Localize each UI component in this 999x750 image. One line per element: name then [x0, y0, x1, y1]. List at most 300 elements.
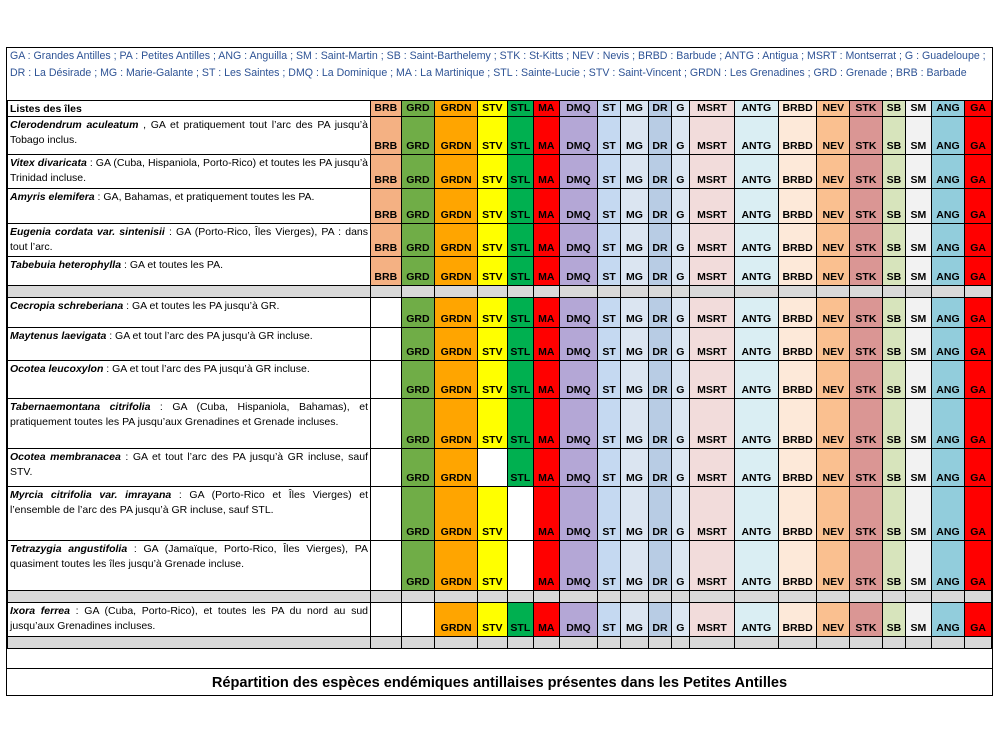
- presence-cell-ang: ANG: [931, 449, 965, 487]
- presence-cell-stv: STV: [478, 257, 508, 286]
- species-row: [8, 189, 992, 224]
- presence-cell-grd: GRD: [401, 257, 435, 286]
- presence-cell-stl: STL: [507, 328, 534, 361]
- header-cell-dmq: DMQ: [559, 101, 598, 117]
- species-range: : GA (Jamaïque, Porto-Rico, Îles Vierges), PA quasiment toutes les îles jusqu’à Grenade incluse.: [10, 543, 368, 570]
- presence-cell-stk: STK: [850, 117, 883, 155]
- presence-cell-msrt: MSRT: [690, 328, 735, 361]
- presence-cell-sm: SM: [906, 189, 931, 224]
- separator-cell: [671, 637, 689, 649]
- presence-cell-brbd: BRBD: [778, 328, 817, 361]
- presence-cell-mg: MG: [620, 117, 649, 155]
- presence-cell-mg: MG: [620, 298, 649, 328]
- presence-cell-sm: SM: [906, 117, 931, 155]
- presence-cell-grdn: GRDN: [435, 298, 478, 328]
- presence-cell-antg: ANTG: [734, 541, 778, 591]
- species-name: Tetrazygia angustifolia: [10, 543, 128, 555]
- separator-cell: [507, 637, 534, 649]
- species-row: [8, 487, 992, 541]
- separator-cell: [850, 637, 883, 649]
- separator-cell: [8, 286, 371, 298]
- presence-cell-mg: MG: [620, 155, 649, 189]
- species-row: [8, 117, 992, 155]
- species-row: [8, 224, 992, 257]
- presence-cell-stk: STK: [850, 328, 883, 361]
- presence-cell-antg: ANTG: [734, 399, 778, 449]
- separator-cell: [8, 591, 371, 603]
- presence-cell-dr: DR: [649, 298, 671, 328]
- presence-cell-msrt: MSRT: [690, 257, 735, 286]
- presence-cell-brbd: BRBD: [778, 361, 817, 399]
- presence-cell-msrt: MSRT: [690, 189, 735, 224]
- separator-cell: [734, 286, 778, 298]
- species-row: [8, 603, 992, 637]
- presence-cell-nev: NEV: [817, 449, 850, 487]
- separator-cell: [965, 591, 992, 603]
- header-label: Listes des îles: [8, 101, 371, 117]
- species-range: : GA et tout l’arc des PA jusqu’à GR incluse, sauf STV.: [10, 451, 368, 478]
- presence-cell-grdn: GRDN: [435, 328, 478, 361]
- presence-cell-dmq: DMQ: [559, 487, 598, 541]
- header-cell-brbd: BRBD: [778, 101, 817, 117]
- separator-cell: [371, 591, 402, 603]
- presence-cell-dmq: DMQ: [559, 449, 598, 487]
- presence-cell-msrt: MSRT: [690, 603, 735, 637]
- absence-cell: [478, 449, 508, 487]
- presence-cell-g: G: [671, 189, 689, 224]
- header-row: [8, 101, 992, 117]
- presence-cell-stk: STK: [850, 603, 883, 637]
- separator-cell: [371, 637, 402, 649]
- distribution-table: [7, 100, 992, 649]
- separator-cell: [906, 591, 931, 603]
- presence-cell-grdn: GRDN: [435, 487, 478, 541]
- separator-cell: [649, 637, 671, 649]
- presence-cell-ga: GA: [965, 224, 992, 257]
- presence-cell-ga: GA: [965, 541, 992, 591]
- presence-cell-st: ST: [598, 328, 620, 361]
- separator-cell: [649, 591, 671, 603]
- presence-cell-dr: DR: [649, 224, 671, 257]
- separator-cell: [850, 591, 883, 603]
- species-description: [8, 155, 371, 189]
- presence-cell-st: ST: [598, 155, 620, 189]
- presence-cell-brb: BRB: [371, 155, 402, 189]
- presence-cell-st: ST: [598, 298, 620, 328]
- absence-cell: [371, 298, 402, 328]
- presence-cell-brb: BRB: [371, 257, 402, 286]
- presence-cell-grd: GRD: [401, 189, 435, 224]
- presence-cell-st: ST: [598, 257, 620, 286]
- separator-cell: [598, 637, 620, 649]
- species-description: [8, 224, 371, 257]
- separator-cell: [965, 637, 992, 649]
- presence-cell-sm: SM: [906, 155, 931, 189]
- species-name: Maytenus laevigata: [10, 330, 107, 342]
- presence-cell-stl: STL: [507, 189, 534, 224]
- presence-cell-nev: NEV: [817, 399, 850, 449]
- presence-cell-dr: DR: [649, 328, 671, 361]
- presence-cell-dmq: DMQ: [559, 117, 598, 155]
- separator-cell: [817, 286, 850, 298]
- presence-cell-sm: SM: [906, 603, 931, 637]
- presence-cell-sb: SB: [882, 603, 905, 637]
- separator-cell: [620, 591, 649, 603]
- presence-cell-ang: ANG: [931, 487, 965, 541]
- separator-cell: [534, 286, 559, 298]
- presence-cell-grd: GRD: [401, 361, 435, 399]
- presence-cell-dmq: DMQ: [559, 189, 598, 224]
- presence-cell-nev: NEV: [817, 117, 850, 155]
- presence-cell-ma: MA: [534, 399, 559, 449]
- presence-cell-ang: ANG: [931, 224, 965, 257]
- presence-cell-ga: GA: [965, 328, 992, 361]
- document-frame: [6, 47, 993, 696]
- presence-cell-brbd: BRBD: [778, 117, 817, 155]
- presence-cell-ang: ANG: [931, 328, 965, 361]
- presence-cell-st: ST: [598, 117, 620, 155]
- presence-cell-mg: MG: [620, 487, 649, 541]
- presence-cell-sb: SB: [882, 361, 905, 399]
- presence-cell-g: G: [671, 328, 689, 361]
- presence-cell-stv: STV: [478, 155, 508, 189]
- presence-cell-g: G: [671, 298, 689, 328]
- presence-cell-stk: STK: [850, 361, 883, 399]
- presence-cell-st: ST: [598, 541, 620, 591]
- presence-cell-antg: ANTG: [734, 117, 778, 155]
- absence-cell: [371, 603, 402, 637]
- presence-cell-sm: SM: [906, 361, 931, 399]
- presence-cell-dmq: DMQ: [559, 603, 598, 637]
- presence-cell-stv: STV: [478, 189, 508, 224]
- presence-cell-msrt: MSRT: [690, 224, 735, 257]
- absence-cell: [371, 361, 402, 399]
- presence-cell-mg: MG: [620, 541, 649, 591]
- presence-cell-msrt: MSRT: [690, 541, 735, 591]
- presence-cell-brb: BRB: [371, 189, 402, 224]
- header-cell-st: ST: [598, 101, 620, 117]
- presence-cell-stl: STL: [507, 449, 534, 487]
- presence-cell-sm: SM: [906, 541, 931, 591]
- separator-cell: [401, 591, 435, 603]
- separator-cell: [817, 637, 850, 649]
- presence-cell-ma: MA: [534, 449, 559, 487]
- presence-cell-nev: NEV: [817, 361, 850, 399]
- presence-cell-ma: MA: [534, 487, 559, 541]
- presence-cell-grdn: GRDN: [435, 399, 478, 449]
- species-range: : GA et toutes les PA.: [121, 259, 224, 271]
- separator-cell: [559, 637, 598, 649]
- species-row: [8, 449, 992, 487]
- presence-cell-ang: ANG: [931, 361, 965, 399]
- header-cell-sm: SM: [906, 101, 931, 117]
- species-name: Ixora ferrea: [10, 605, 70, 617]
- separator-cell: [435, 637, 478, 649]
- separator-cell: [478, 637, 508, 649]
- separator-row: [8, 637, 992, 649]
- presence-cell-antg: ANTG: [734, 155, 778, 189]
- species-name: Cecropia schreberiana: [10, 300, 124, 312]
- presence-cell-brbd: BRBD: [778, 603, 817, 637]
- separator-cell: [649, 286, 671, 298]
- separator-cell: [778, 591, 817, 603]
- separator-cell: [906, 637, 931, 649]
- presence-cell-nev: NEV: [817, 189, 850, 224]
- species-range: : GA (Cuba, Hispaniola, Porto-Rico) et toutes les PA jusqu’à Trinidad incluse.: [10, 157, 368, 184]
- presence-cell-grdn: GRDN: [435, 257, 478, 286]
- presence-cell-g: G: [671, 449, 689, 487]
- presence-cell-mg: MG: [620, 449, 649, 487]
- presence-cell-msrt: MSRT: [690, 487, 735, 541]
- separator-cell: [534, 637, 559, 649]
- species-description: [8, 449, 371, 487]
- header-cell-stv: STV: [478, 101, 508, 117]
- presence-cell-antg: ANTG: [734, 224, 778, 257]
- presence-cell-g: G: [671, 603, 689, 637]
- presence-cell-grdn: GRDN: [435, 155, 478, 189]
- presence-cell-ga: GA: [965, 117, 992, 155]
- presence-cell-ma: MA: [534, 541, 559, 591]
- presence-cell-ga: GA: [965, 155, 992, 189]
- presence-cell-sb: SB: [882, 487, 905, 541]
- presence-cell-grdn: GRDN: [435, 603, 478, 637]
- species-description: [8, 298, 371, 328]
- presence-cell-grd: GRD: [401, 298, 435, 328]
- separator-row: [8, 591, 992, 603]
- presence-cell-dr: DR: [649, 603, 671, 637]
- header-cell-stl: STL: [507, 101, 534, 117]
- separator-cell: [478, 591, 508, 603]
- separator-cell: [817, 591, 850, 603]
- presence-cell-ga: GA: [965, 189, 992, 224]
- presence-cell-sm: SM: [906, 399, 931, 449]
- presence-cell-brbd: BRBD: [778, 449, 817, 487]
- presence-cell-brbd: BRBD: [778, 298, 817, 328]
- presence-cell-dmq: DMQ: [559, 328, 598, 361]
- presence-cell-mg: MG: [620, 603, 649, 637]
- presence-cell-st: ST: [598, 487, 620, 541]
- header-cell-ang: ANG: [931, 101, 965, 117]
- presence-cell-nev: NEV: [817, 298, 850, 328]
- presence-cell-g: G: [671, 224, 689, 257]
- presence-cell-sm: SM: [906, 449, 931, 487]
- header-cell-msrt: MSRT: [690, 101, 735, 117]
- presence-cell-antg: ANTG: [734, 189, 778, 224]
- presence-cell-stv: STV: [478, 224, 508, 257]
- presence-cell-grdn: GRDN: [435, 541, 478, 591]
- presence-cell-brbd: BRBD: [778, 224, 817, 257]
- species-description: [8, 487, 371, 541]
- species-row: [8, 361, 992, 399]
- species-row: [8, 257, 992, 286]
- header-cell-ga: GA: [965, 101, 992, 117]
- presence-cell-ma: MA: [534, 328, 559, 361]
- header-cell-stk: STK: [850, 101, 883, 117]
- presence-cell-g: G: [671, 257, 689, 286]
- presence-cell-st: ST: [598, 449, 620, 487]
- species-description: [8, 399, 371, 449]
- species-range: : GA et toutes les PA jusqu’à GR.: [123, 300, 280, 312]
- presence-cell-ga: GA: [965, 603, 992, 637]
- presence-cell-grd: GRD: [401, 449, 435, 487]
- presence-cell-brbd: BRBD: [778, 257, 817, 286]
- species-name: Clerodendrum aculeatum: [10, 119, 139, 131]
- species-range: : GA (Porto-Rico, Îles Vierges), PA : dans tout l’arc.: [10, 226, 369, 253]
- presence-cell-grdn: GRDN: [435, 224, 478, 257]
- species-description: [8, 361, 371, 399]
- species-name: Eugenia cordata var. sintenisii: [10, 226, 165, 238]
- separator-cell: [534, 591, 559, 603]
- presence-cell-stv: STV: [478, 487, 508, 541]
- species-range: : GA (Cuba, Hispaniola, Bahamas), et pratiquement toutes les PA jusqu’aux Grenadines et Grenade incluses.: [10, 401, 368, 428]
- presence-cell-stv: STV: [478, 361, 508, 399]
- header-cell-grdn: GRDN: [435, 101, 478, 117]
- separator-cell: [931, 637, 965, 649]
- presence-cell-g: G: [671, 487, 689, 541]
- separator-cell: [435, 591, 478, 603]
- presence-cell-brbd: BRBD: [778, 487, 817, 541]
- separator-cell: [8, 637, 371, 649]
- presence-cell-stk: STK: [850, 189, 883, 224]
- presence-cell-antg: ANTG: [734, 361, 778, 399]
- separator-cell: [620, 637, 649, 649]
- presence-cell-mg: MG: [620, 257, 649, 286]
- presence-cell-stv: STV: [478, 399, 508, 449]
- presence-cell-sm: SM: [906, 224, 931, 257]
- species-name: Amyris elemifera: [10, 191, 95, 203]
- presence-cell-mg: MG: [620, 224, 649, 257]
- presence-cell-st: ST: [598, 361, 620, 399]
- presence-cell-grd: GRD: [401, 117, 435, 155]
- presence-cell-msrt: MSRT: [690, 449, 735, 487]
- separator-cell: [507, 591, 534, 603]
- presence-cell-brb: BRB: [371, 117, 402, 155]
- presence-cell-mg: MG: [620, 328, 649, 361]
- presence-cell-stk: STK: [850, 257, 883, 286]
- header-cell-nev: NEV: [817, 101, 850, 117]
- presence-cell-g: G: [671, 117, 689, 155]
- species-description: [8, 117, 371, 155]
- separator-cell: [401, 637, 435, 649]
- presence-cell-dmq: DMQ: [559, 298, 598, 328]
- presence-cell-mg: MG: [620, 189, 649, 224]
- presence-cell-ga: GA: [965, 399, 992, 449]
- presence-cell-ma: MA: [534, 361, 559, 399]
- presence-cell-sm: SM: [906, 298, 931, 328]
- presence-cell-st: ST: [598, 224, 620, 257]
- separator-cell: [690, 286, 735, 298]
- separator-cell: [778, 637, 817, 649]
- presence-cell-antg: ANTG: [734, 449, 778, 487]
- table-caption: Répartition des espèces endémiques antillaises présentes dans les Petites Antilles: [7, 668, 992, 697]
- presence-cell-sb: SB: [882, 328, 905, 361]
- species-name: Myrcia citrifolia var. imrayana: [10, 489, 172, 501]
- presence-cell-stl: STL: [507, 257, 534, 286]
- presence-cell-ma: MA: [534, 224, 559, 257]
- separator-cell: [690, 637, 735, 649]
- presence-cell-grd: GRD: [401, 399, 435, 449]
- presence-cell-grd: GRD: [401, 328, 435, 361]
- header-cell-ma: MA: [534, 101, 559, 117]
- presence-cell-nev: NEV: [817, 328, 850, 361]
- presence-cell-ma: MA: [534, 298, 559, 328]
- separator-cell: [690, 591, 735, 603]
- presence-cell-st: ST: [598, 399, 620, 449]
- presence-cell-stk: STK: [850, 224, 883, 257]
- presence-cell-stl: STL: [507, 298, 534, 328]
- presence-cell-sm: SM: [906, 257, 931, 286]
- presence-cell-stk: STK: [850, 298, 883, 328]
- presence-cell-ma: MA: [534, 257, 559, 286]
- presence-cell-grd: GRD: [401, 155, 435, 189]
- absence-cell: [371, 541, 402, 591]
- species-name: Vitex divaricata: [10, 157, 87, 169]
- separator-row: [8, 286, 992, 298]
- presence-cell-stv: STV: [478, 328, 508, 361]
- presence-cell-brbd: BRBD: [778, 399, 817, 449]
- absence-cell: [507, 487, 534, 541]
- presence-cell-ang: ANG: [931, 603, 965, 637]
- species-row: [8, 541, 992, 591]
- presence-cell-antg: ANTG: [734, 328, 778, 361]
- separator-cell: [850, 286, 883, 298]
- absence-cell: [371, 328, 402, 361]
- presence-cell-msrt: MSRT: [690, 399, 735, 449]
- separator-cell: [559, 286, 598, 298]
- separator-cell: [882, 591, 905, 603]
- separator-cell: [478, 286, 508, 298]
- presence-cell-ga: GA: [965, 298, 992, 328]
- presence-cell-dr: DR: [649, 361, 671, 399]
- presence-cell-stl: STL: [507, 224, 534, 257]
- presence-cell-stv: STV: [478, 298, 508, 328]
- presence-cell-msrt: MSRT: [690, 298, 735, 328]
- presence-cell-dmq: DMQ: [559, 361, 598, 399]
- absence-cell: [507, 541, 534, 591]
- presence-cell-stl: STL: [507, 117, 534, 155]
- species-range: : GA et tout l’arc des PA jusqu’à GR incluse.: [103, 363, 310, 375]
- species-row: [8, 328, 992, 361]
- species-row: [8, 298, 992, 328]
- species-range: : GA (Cuba, Porto-Rico), et toutes les PA du nord au sud jusqu’aux Grenadines incluses.: [10, 605, 369, 632]
- presence-cell-stv: STV: [478, 603, 508, 637]
- species-name: Tabebuia heterophylla: [10, 259, 122, 271]
- presence-cell-stl: STL: [507, 361, 534, 399]
- presence-cell-stk: STK: [850, 155, 883, 189]
- presence-cell-stk: STK: [850, 541, 883, 591]
- header-cell-g: G: [671, 101, 689, 117]
- separator-cell: [931, 286, 965, 298]
- presence-cell-msrt: MSRT: [690, 155, 735, 189]
- absence-cell: [401, 603, 435, 637]
- separator-cell: [435, 286, 478, 298]
- presence-cell-dr: DR: [649, 449, 671, 487]
- presence-cell-g: G: [671, 399, 689, 449]
- presence-cell-stk: STK: [850, 449, 883, 487]
- presence-cell-ma: MA: [534, 189, 559, 224]
- presence-cell-dmq: DMQ: [559, 541, 598, 591]
- separator-cell: [620, 286, 649, 298]
- presence-cell-sm: SM: [906, 487, 931, 541]
- separator-cell: [965, 286, 992, 298]
- presence-cell-nev: NEV: [817, 487, 850, 541]
- presence-cell-ma: MA: [534, 603, 559, 637]
- presence-cell-dr: DR: [649, 155, 671, 189]
- presence-cell-sb: SB: [882, 449, 905, 487]
- species-range: , GA et pratiquement tout l’arc des PA jusqu’à Tobago inclus.: [10, 119, 368, 146]
- presence-cell-antg: ANTG: [734, 298, 778, 328]
- presence-cell-brbd: BRBD: [778, 155, 817, 189]
